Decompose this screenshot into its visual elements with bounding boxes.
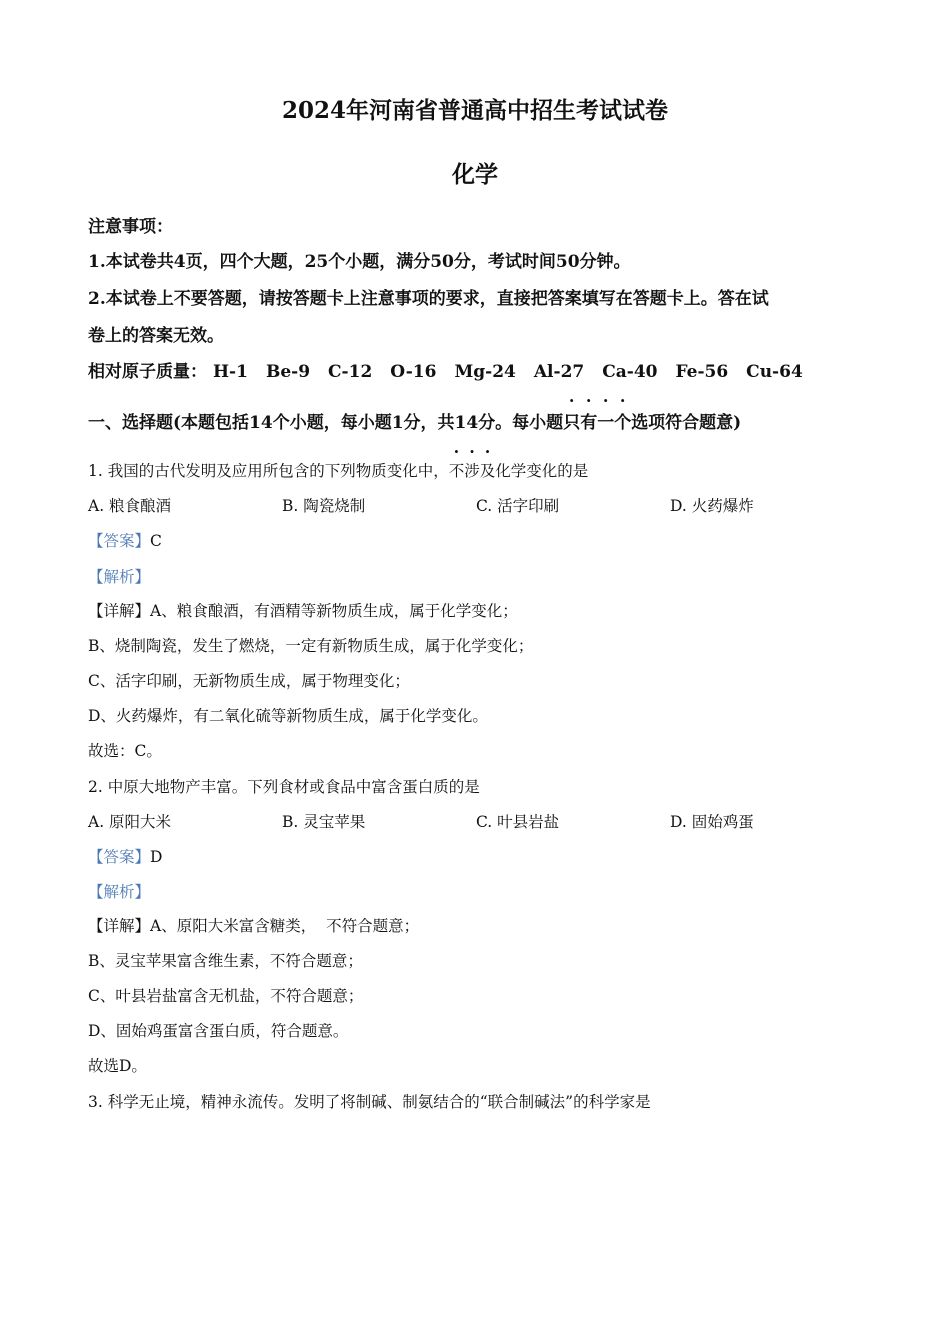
atomic-masses bbox=[88, 357, 821, 382]
subject-title: 化学 bbox=[452, 161, 498, 188]
q2-answer bbox=[88, 845, 162, 867]
section-heading-post: 选项符合题意) bbox=[631, 413, 742, 433]
notice-item-2-cont: 卷上的答案无效。 bbox=[88, 326, 224, 346]
q1-option-b: B. 陶瓷烧制 bbox=[282, 497, 366, 515]
emphasis-char: 涉 bbox=[464, 462, 480, 480]
atomic-mass: O-16 bbox=[390, 362, 437, 382]
emphasis-char: 及 bbox=[479, 462, 496, 480]
q2-option-c: C. 叶县岩盐 bbox=[476, 813, 560, 831]
q2-detail-line bbox=[88, 914, 419, 936]
answer-tag: 【答案】 bbox=[88, 532, 151, 550]
q1-option-a: A. 粮食酿酒 bbox=[88, 497, 172, 515]
emphasis-char: 只 bbox=[563, 413, 581, 433]
q1-detail-line: B、烧制陶瓷，发生了燃烧，一定有新物质生成，属于化学变化； bbox=[88, 637, 534, 655]
exam-title: 2024年河南省普通高中招生考试试卷 bbox=[281, 97, 668, 124]
q2-option-a: A. 原阳大米 bbox=[88, 813, 172, 831]
q1-analysis-tag: 【解析】 bbox=[88, 568, 151, 586]
section-heading bbox=[88, 408, 741, 433]
emphasis-char: 一 bbox=[597, 413, 615, 433]
atomic-mass: Fe-56 bbox=[675, 362, 729, 382]
q1-detail-line bbox=[88, 599, 518, 621]
q1-option-d: D. 火药爆炸 bbox=[670, 497, 754, 515]
q1-answer bbox=[88, 529, 162, 551]
answer-value: D bbox=[150, 848, 163, 866]
notice-item-1: 1.本试卷共4页，四个大题，25个小题，满分50分，考试时间50分钟。 bbox=[88, 252, 631, 272]
q2-conclusion: 故选D。 bbox=[88, 1057, 147, 1075]
q2-stem: 2. 中原大地物产丰富。下列食材或食品中富含蛋白质的是 bbox=[88, 778, 480, 796]
atomic-mass: Be-9 bbox=[265, 362, 311, 382]
q2-option-d: D. 固始鸡蛋 bbox=[670, 813, 754, 831]
q1-conclusion: 故选：C。 bbox=[88, 742, 162, 760]
notice-item-2: 2.本试卷上不要答题，请按答题卡上注意事项的要求，直接把答案填写在答题卡上。答在试 bbox=[88, 289, 769, 309]
q1-stem-post: 化学变化的是 bbox=[495, 462, 589, 480]
answer-value: C bbox=[150, 532, 162, 550]
detail-tag: 【详解】 bbox=[88, 602, 151, 620]
atomic-mass: Mg-24 bbox=[454, 362, 516, 382]
q1-stem-pre: 1. 我国的古代发明及应用所包含的下列物质变化中， bbox=[88, 462, 449, 480]
atomic-label: 相对原子质量： bbox=[88, 362, 207, 382]
q2-analysis-tag: 【解析】 bbox=[88, 883, 151, 901]
q1-option-c: C. 活字印刷 bbox=[476, 497, 560, 515]
q1-detail-text: A、粮食酿酒，有酒精等新物质生成，属于化学变化； bbox=[150, 602, 518, 620]
detail-tag: 【详解】 bbox=[88, 917, 151, 935]
q3-stem: 3. 科学无止境，精神永流传。发明了将制碱、制氨结合的“联合制碱法”的科学家是 bbox=[88, 1093, 651, 1111]
atomic-mass: Ca-40 bbox=[602, 362, 658, 382]
answer-tag: 【答案】 bbox=[88, 848, 151, 866]
emphasis-char: 有 bbox=[580, 413, 598, 433]
q2-detail-line: C、叶县岩盐富含无机盐，不符合题意； bbox=[88, 987, 364, 1005]
q1-detail-line: D、火药爆炸，有二氧化硫等新物质生成，属于化学变化。 bbox=[88, 707, 488, 725]
q1-detail-line: C、活字印刷，无新物质生成，属于物理变化； bbox=[88, 672, 410, 690]
emphasis-char: 不 bbox=[448, 462, 465, 480]
q2-detail-line: D、固始鸡蛋富含蛋白质，符合题意。 bbox=[88, 1022, 349, 1040]
q1-stem bbox=[88, 459, 588, 481]
q2-detail-line: B、灵宝苹果富含维生素，不符合题意； bbox=[88, 952, 363, 970]
emphasis-char: 个 bbox=[614, 413, 632, 433]
atomic-mass: H-1 bbox=[213, 362, 248, 382]
atomic-mass: Cu-64 bbox=[746, 362, 803, 382]
q2-detail-text: A、原阳大米富含糖类， 不符合题意； bbox=[150, 917, 420, 935]
atomic-mass: C-12 bbox=[328, 362, 373, 382]
atomic-mass: Al-27 bbox=[533, 362, 585, 382]
q2-option-b: B. 灵宝苹果 bbox=[282, 813, 366, 831]
notice-heading: 注意事项： bbox=[88, 217, 173, 237]
section-heading-pre: 一、选择题(本题包括14个小题，每小题1分，共14分。每小题 bbox=[88, 413, 564, 433]
